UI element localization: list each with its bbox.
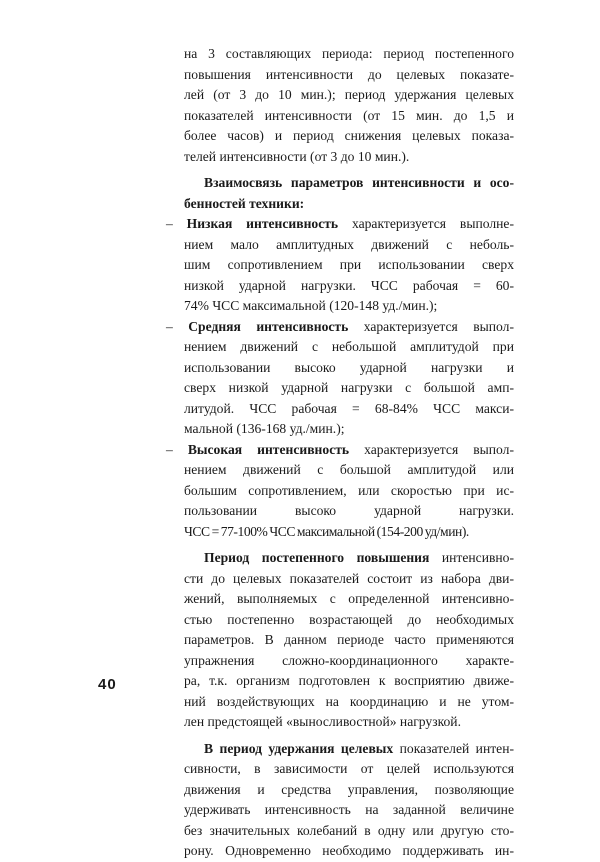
- text-line: шим сопротивлением при использовании сверх: [184, 257, 514, 272]
- page-text: [166, 44, 514, 862]
- text-line: более часов) и период снижения целевых показа-: [184, 128, 514, 143]
- text-line: повышения интенсивности до целевых показате-: [184, 66, 514, 82]
- text-line: нением движений с небольшой амплитудой при: [184, 339, 514, 354]
- text-line: [166, 440, 514, 461]
- text-line: сти до целевых показателей состоит из набора дви-: [184, 570, 514, 586]
- list-item-medium-intensity: [166, 317, 514, 440]
- text-line: ЧСС = 77-100% ЧСС максимальной (154-200 уд/мин).: [184, 523, 469, 539]
- term-gradual-increase-period: Период постепенного повышения: [204, 550, 430, 565]
- text-line: параметров. В данном периоде часто применяются: [184, 632, 514, 647]
- heading-line: бенностей техники:: [184, 195, 305, 211]
- text-line: мальной (136-168 уд./мин.);: [184, 421, 345, 436]
- paragraph-holding-period: [184, 739, 514, 862]
- text-line: ра, т.к. организм подготовлен к восприятию движе-: [184, 673, 514, 688]
- text-fragment: характеризуется выпол-: [348, 318, 514, 334]
- dash-bullet: –: [166, 318, 173, 334]
- text-fragment: показателей интен-: [393, 740, 514, 756]
- heading-line: Взаимосвязь параметров интенсивности и осо-: [204, 175, 514, 190]
- text-line: движения и средства управления, позволяющие: [184, 781, 514, 797]
- text-line: лен предстоящей «выносливостной» нагрузкой.: [184, 714, 461, 729]
- text-fragment: характеризуется выполне-: [338, 216, 514, 231]
- paragraph-gradual-increase: [184, 548, 514, 733]
- text-line: рону. Одновременно необходимо поддерживать ин-: [184, 843, 514, 858]
- text-line: нием мало амплитудных движений с неболь-: [184, 236, 514, 252]
- text-line: [166, 214, 514, 235]
- text-line: [184, 739, 514, 760]
- page-number: 40: [98, 676, 117, 693]
- term-holding-period: В период удержания целевых: [204, 740, 394, 756]
- text-line: показателей интенсивности (от 15 мин. до 1,5 и: [184, 107, 514, 123]
- text-fragment: интенсивно-: [429, 550, 514, 565]
- text-line: лей (от 3 до 10 мин.); период удержания целевых: [184, 87, 514, 102]
- text-line: без значительных колебаний в одну или другую сто-: [184, 822, 514, 838]
- term-low-intensity: Низкая интенсивность: [186, 216, 339, 231]
- text-fragment: характеризуется выпол-: [349, 441, 514, 457]
- text-line: сивности, в зависимости от целей используются: [184, 761, 514, 776]
- term-medium-intensity: Средняя интенсивность: [188, 318, 349, 334]
- text-line: удерживать интенсивность на заданной величине: [184, 802, 514, 817]
- text-line: на 3 составляющих периода: период постепенного: [184, 46, 514, 61]
- paragraph-periods: [184, 44, 514, 167]
- text-line: [166, 317, 514, 338]
- text-line: ний воздействующих на координацию и не утом-: [184, 693, 514, 709]
- list-item-high-intensity: [166, 440, 514, 543]
- section-heading: [184, 173, 514, 214]
- text-line: большим сопротивлением, или скоростью при ис-: [184, 482, 514, 498]
- text-line: 74% ЧСС максимальной (120-148 уд./мин.);: [184, 298, 438, 313]
- dash-bullet: –: [166, 441, 173, 457]
- text-line: жений, выполняемых с определенной интенсивно-: [184, 591, 514, 606]
- text-line: пользовании высоко ударной нагрузки.: [184, 503, 514, 518]
- text-line: нением движений с большой амплитудой или: [184, 462, 514, 477]
- list-item-low-intensity: [166, 214, 514, 317]
- text-line: сверх низкой ударной нагрузки с большой амп-: [184, 380, 514, 395]
- text-line: использовании высоко ударной нагрузки и: [184, 359, 514, 375]
- text-line: телей интенсивности (от 3 до 10 мин.).: [184, 148, 410, 164]
- term-high-intensity: Высокая интенсивность: [187, 441, 350, 457]
- text-line: стью постепенно возрастающей до необходимых: [184, 611, 514, 627]
- text-line: низкой ударной нагрузки. ЧСС рабочая = 60-: [184, 277, 514, 293]
- text-line: упражнения сложно-координационного характе-: [184, 652, 514, 668]
- dash-bullet: –: [166, 216, 173, 231]
- text-line: литудой. ЧСС рабочая = 68-84% ЧСС макси-: [184, 400, 514, 416]
- text-line: [184, 548, 514, 569]
